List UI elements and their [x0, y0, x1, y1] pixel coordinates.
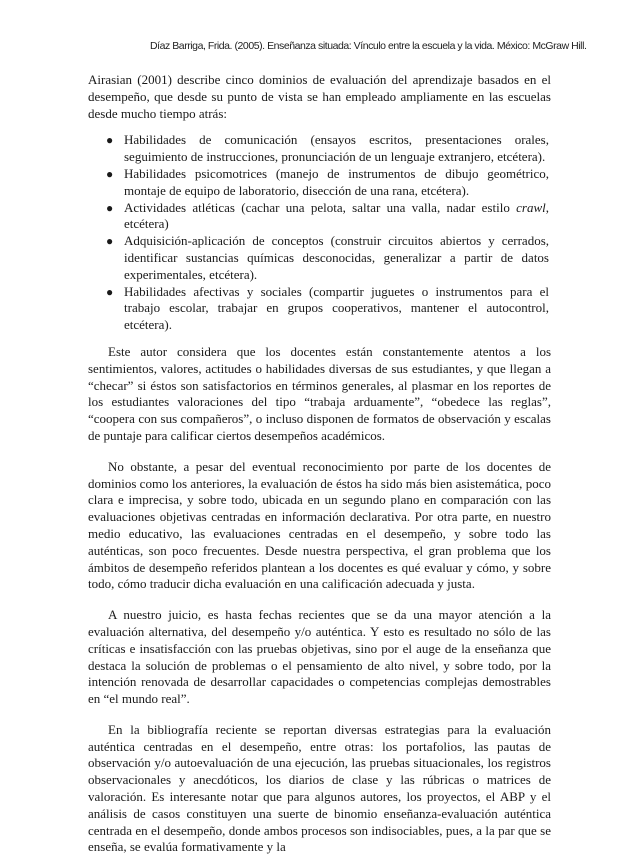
evaluation-domains-list	[88, 132, 551, 334]
emphasis-crawl: crawl	[516, 199, 546, 215]
list-item: ● Adquisición-aplicación de conceptos (construir circuitos abiertos y cerrados, identificar sustancias químicas desconocidas, generalizar a partir de datos experimentales, etcétera).	[106, 233, 549, 282]
list-item: ● Habilidades de comunicación (ensayos escritos, presentaciones orales, seguimiento de instrucciones, pronunciación de un lenguaje extranjero, etcétera).	[106, 132, 549, 165]
running-header-citation: Díaz Barriga, Frida. (2005). Enseñanza situada: Vínculo entre la escuela y la vida. México: McGraw Hill.	[150, 40, 587, 52]
bullet-icon: ●	[106, 200, 114, 215]
body-paragraph-4: En la bibliografía reciente se reportan diversas estrategias para la evaluación auténtica centradas en el desempeño, entre otras: los portafolios, las pautas de observación y/o autoevaluación de una ejecución, las pruebas situacionales, los registros observacionales y anecdóticos, los diarios de clase y las rúbricas o matrices de valoración. Es interesante notar que para algunos autores, los proyectos, el ABP y el análisis de casos constituyen una suerte de binomio enseñanza-evaluación auténtica centrada en el desempeño, donde ambos procesos son indisociables, pues, a la par que se enseña, se evalúa formativamente y la	[88, 721, 551, 855]
list-item: ● Habilidades psicomotrices (manejo de instrumentos de dibujo geométrico, montaje de equipo de laboratorio, disección de una rana, etcétera).	[106, 165, 549, 198]
bullet-icon: ●	[106, 234, 114, 249]
bullet-icon: ●	[106, 133, 114, 148]
bullet-icon: ●	[106, 166, 114, 181]
list-item: ● Habilidades afectivas y sociales (compartir juguetes o instrumentos para el trabajo escolar, trabajar en grupos cooperativos, mantener el autocontrol, etcétera).	[106, 283, 549, 333]
intro-paragraph: Airasian (2001) describe cinco dominios de evaluación del aprendizaje basados en el desempeño, que desde su punto de vista se han empleado ampliamente en las escuelas desde mucho tiempo atrás:	[88, 72, 551, 121]
document-body	[88, 72, 551, 856]
body-paragraph-1: Este autor considera que los docentes están constantemente atentos a los sentimientos, valores, actitudes o habilidades diversas de sus estudiantes, y que llegan a “checar” si éstos son satisfactorios en términos generales, al plasmar en los reportes de los estudiantes valoraciones del tipo “trabaja arduamente”, “obedece las reglas”, “coopera con sus compañeros”, o incluso disponen de formatos de observación y escalas de puntaje para calificar ciertos desempeños académicos.	[88, 343, 551, 443]
body-paragraph-3: A nuestro juicio, es hasta fechas recientes que se da una mayor atención a la evaluación alternativa, del desempeño y/o auténtica. Y esto es resultado no sólo de las críticas e insatisfacción con las pruebas objetivas, sino por el auge de la enseñanza que destaca la solución de problemas o el pensamiento de alto nivel, y sobre todo, por la intención renovada de desarrollar capacidades o competencias complejas demostrables en “el mundo real”.	[88, 607, 551, 707]
list-item: ● Actividades atléticas (cachar una pelota, saltar una valla, nadar estilo crawl, etcétera)	[106, 199, 549, 232]
bullet-icon: ●	[106, 284, 114, 299]
body-paragraph-2: No obstante, a pesar del eventual reconocimiento por parte de los docentes de dominios como los anteriores, la evaluación de éstos ha sido más bien asistemática, poco clara e imprecisa, y sobre todo, ubicada en un segundo plano en comparación con las evaluaciones objetivas centradas en información declarativa. Por otra parte, en nuestro medio educativo, las evaluaciones centradas en el desempeño, y sobre todo las auténticas, son poco frecuentes. Desde nuestra perspectiva, el gran problema que los ámbitos de desempeño referidos plantean a los docentes es qué evaluar y cómo, y sobre todo, cómo traducir dicha evaluación en una calificación adecuada y justa.	[88, 458, 551, 592]
